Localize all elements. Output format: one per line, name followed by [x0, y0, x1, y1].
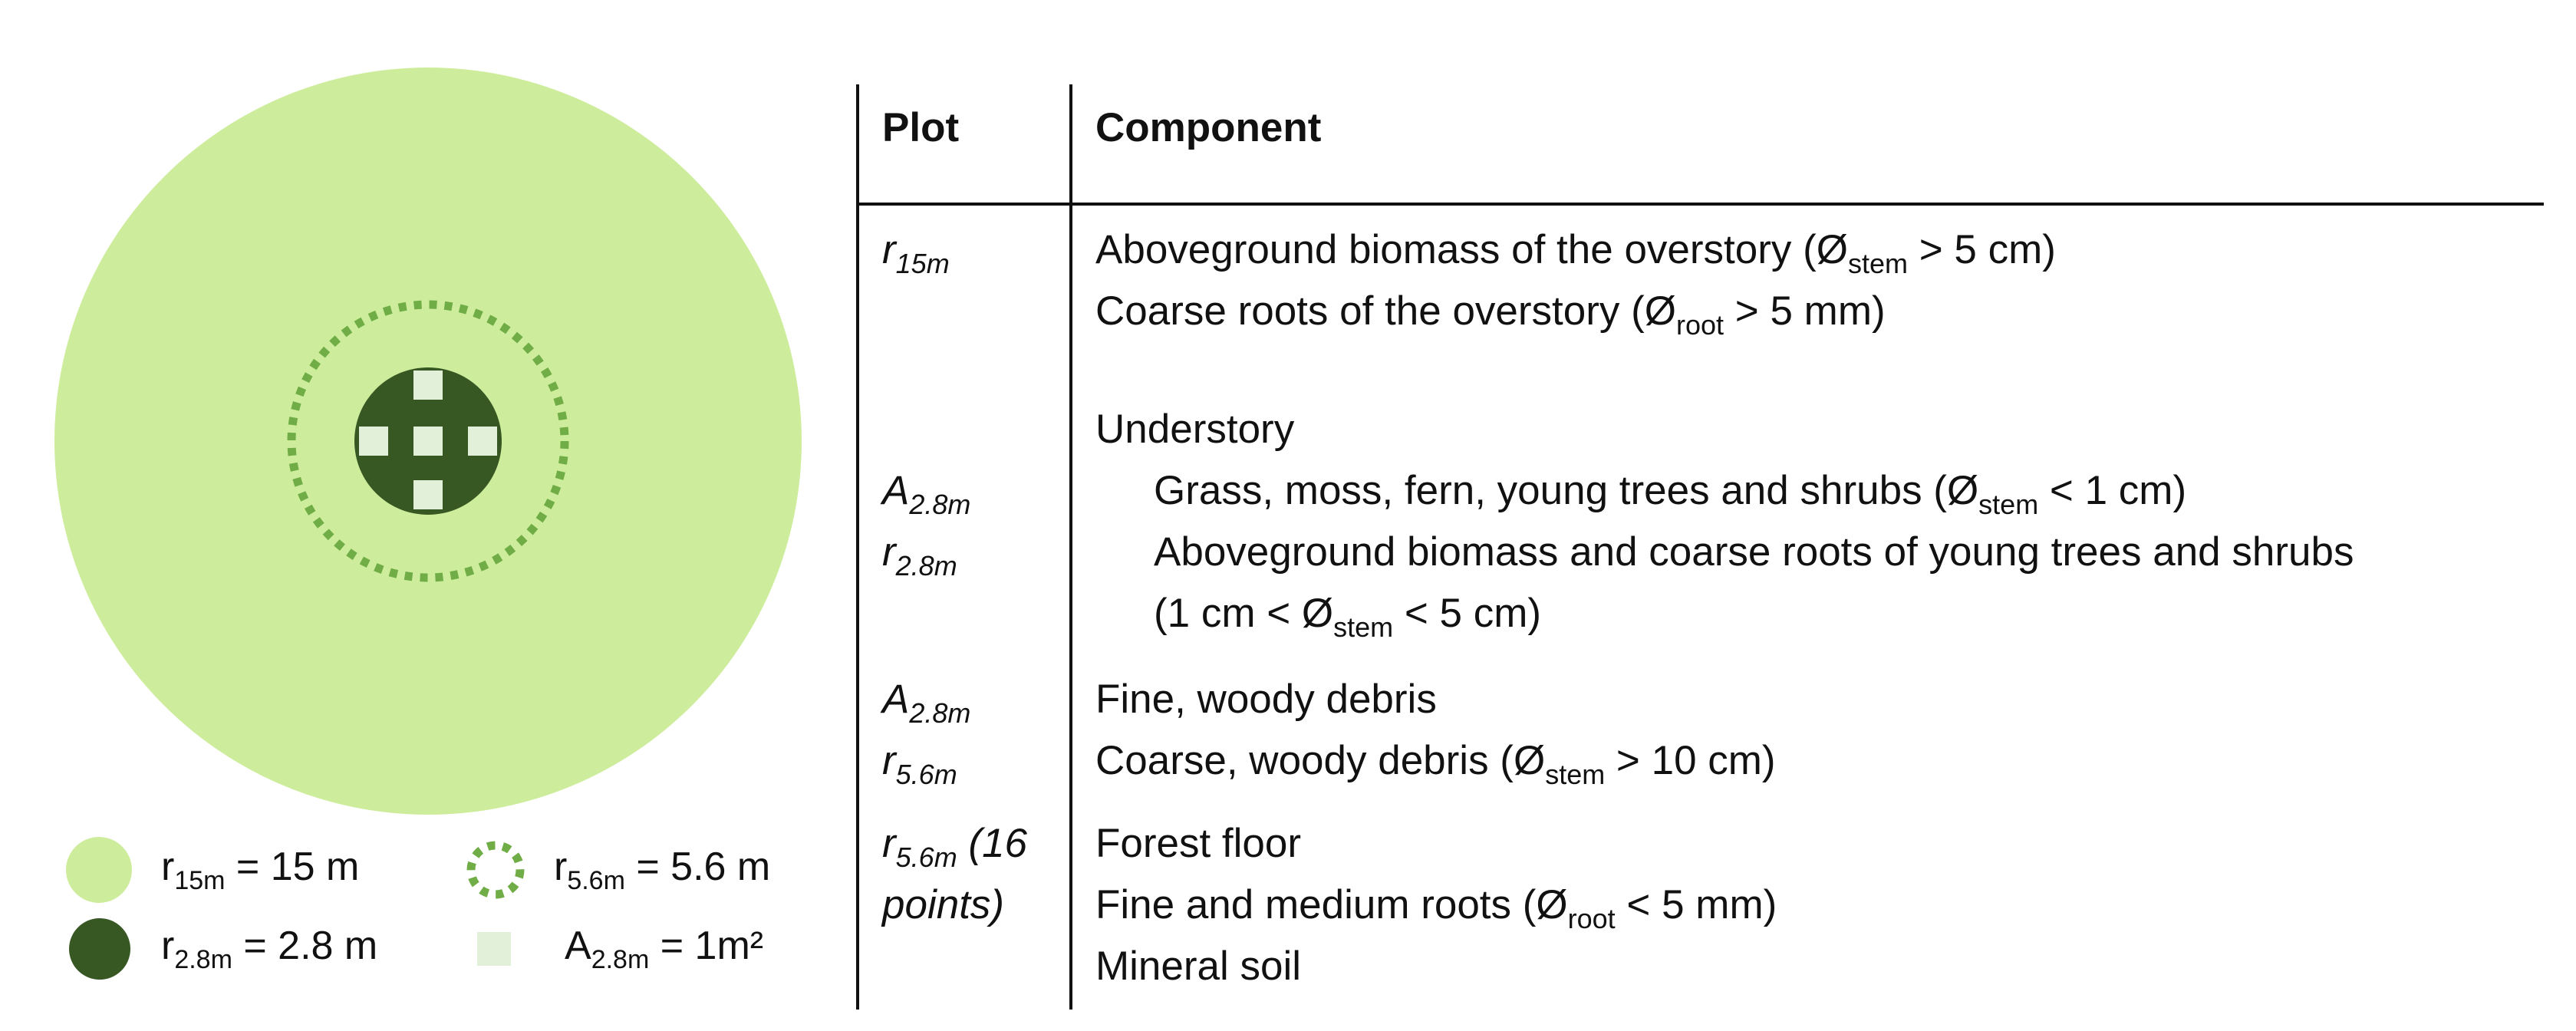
dark-green-circle-icon [69, 918, 130, 980]
light-green-circle-icon [66, 837, 132, 903]
plot-line: $r_{15m}$ [882, 227, 950, 279]
legend-label-r5.6m: $r_{5.6m} = 5.6$ m [554, 844, 771, 895]
legend-item-a2.8m [477, 917, 763, 980]
component-line: Grass, moss, fern, young trees and shrubs ($Ø_{stem} < 1$ cm) [1154, 468, 2187, 520]
plot-cell-row-2 [882, 460, 970, 583]
component-cell-row-4 [1095, 813, 1777, 997]
plot-line: $r_{5.6m}$ (16 [882, 821, 1028, 873]
component-line: Mineral soil [1095, 944, 1302, 989]
legend-item-r5.6m [466, 836, 770, 904]
component-line: Aboveground biomass and coarse roots of young trees and shrubs [1154, 529, 2354, 575]
component-line: (1 cm < $Ø_{stem} < 5$ cm) [1154, 591, 1542, 643]
header-plot: Plot [882, 105, 960, 150]
plot-cell-row-4 [882, 813, 1027, 936]
plot-layout-diagram [0, 0, 859, 828]
legend-label-r2.8m: $r_{2.8m} = 2.8$ m [161, 923, 378, 974]
subplot-square-bottom [413, 480, 443, 509]
legend-item-r2.8m [69, 917, 377, 980]
plot-line: $A_{2.8m}$ [882, 468, 971, 520]
component-cell-row-1 [1095, 219, 2056, 342]
component-line: Coarse, woody debris ($Ø_{stem} > 10$ cm) [1095, 738, 1776, 790]
component-cell-row-3 [1095, 669, 1776, 792]
component-line: Fine, woody debris [1095, 677, 1437, 722]
subplot-square-top [413, 371, 443, 400]
plot-line: $A_{2.8m}$ [882, 677, 971, 729]
table-header-rule [856, 203, 2544, 206]
component-line: Fine and medium roots ($Ø_{root} < 5$ mm) [1095, 882, 1777, 934]
component-line: Forest floor [1095, 821, 1302, 866]
plot-line: $r_{5.6m}$ [882, 738, 957, 790]
subplot-square-center [413, 427, 443, 456]
component-line: Aboveground biomass of the overstory ($Ø_{stem} > 5$ cm) [1095, 227, 2056, 279]
legend-label-a2.8m: $A_{2.8m} = 1m^2$ [565, 923, 764, 974]
plot-line: $r_{2.8m}$ [882, 529, 957, 581]
subplot-square-left [359, 427, 388, 456]
component-line: Understory [1095, 407, 1295, 452]
light-square-icon [477, 932, 511, 966]
component-line: Coarse roots of the overstory ($Ø_{root} > 5$ mm) [1095, 288, 1886, 341]
legend-label-r15m: $r_{15m} = 15$ m [161, 844, 360, 895]
header-component: Component [1095, 105, 1322, 150]
plot-line: points) [882, 882, 1005, 927]
dotted-circle-icon [466, 841, 525, 899]
plot-cell-row-3 [882, 669, 970, 792]
table-column-divider [1069, 84, 1072, 1010]
component-cell-row-2 [1095, 399, 2354, 644]
plot-cell-row-1 [882, 219, 950, 281]
table-left-rule [856, 84, 859, 1010]
subplot-square-right [468, 427, 497, 456]
legend-item-r15m [66, 836, 359, 904]
